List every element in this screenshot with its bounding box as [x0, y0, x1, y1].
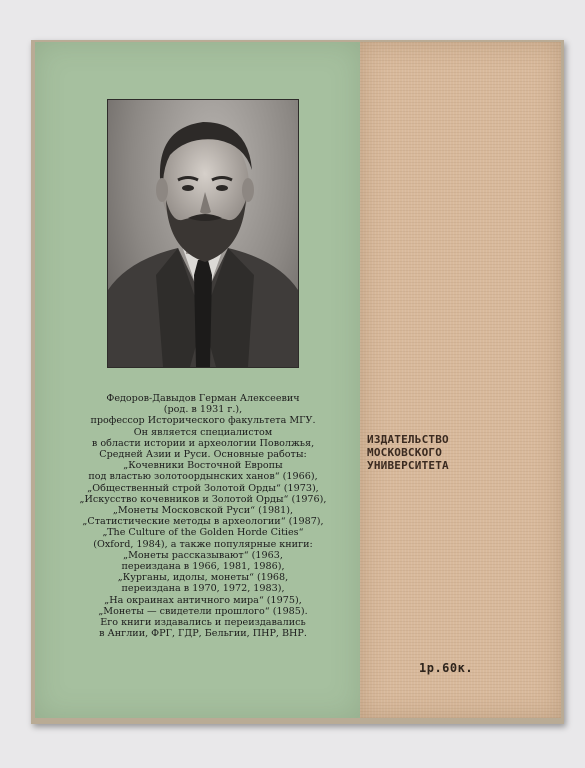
- bio-line: Он является специалистом: [133, 426, 273, 438]
- bio-line: „Искусство кочевников и Золотой Орды“ (1976),: [79, 493, 327, 505]
- bio-line: переиздана в 1970, 1972, 1983),: [121, 583, 285, 595]
- bio-line: „Монеты — свидетели прошлого“ (1985).: [98, 605, 308, 617]
- publisher-line: МОСКОВСКОГО: [367, 446, 443, 459]
- bio-line: „Кочевники Восточной Европы: [123, 460, 283, 472]
- publisher-line: УНИВЕРСИТЕТА: [367, 459, 449, 472]
- bio-line: профессор Исторического факультета МГУ.: [90, 415, 316, 427]
- bio-line: „На окраинах античного мира“ (1975),: [104, 594, 302, 606]
- bio-line: (Oxford, 1984), а также популярные книги:: [93, 538, 313, 550]
- bio-line: Федоров-Давыдов Герман Алексеевич: [106, 393, 300, 404]
- bio-line: в Англии, ФРГ, ГДР, Бельгии, ПНР, ВНР.: [99, 628, 307, 640]
- bio-line: в области истории и археологии Поволжья,: [91, 437, 315, 449]
- price-label: 1р.60к.: [419, 661, 474, 675]
- bio-line: „Монеты рассказывают“ (1963,: [123, 549, 283, 561]
- bio-line: переиздана в 1966, 1981, 1986),: [121, 561, 285, 573]
- bio-line: „Общественный строй Золотой Орды“ (1973),: [87, 482, 319, 494]
- cloth-spine-panel: [360, 42, 561, 718]
- bio-line: „Курганы, идолы, монеты“ (1968,: [117, 572, 289, 584]
- bio-line: под властью золотоордынских ханов“ (1966),: [88, 471, 318, 483]
- publisher-line: ИЗДАТЕЛЬСТВО: [367, 433, 449, 446]
- author-biography: [64, 393, 342, 639]
- bio-line: Его книги издавались и переиздавались: [100, 617, 306, 629]
- author-portrait-illustration: [108, 100, 298, 367]
- author-portrait-photo: [107, 99, 299, 368]
- bio-line: Средней Азии и Руси. Основные работы:: [99, 449, 307, 461]
- bio-line: „The Culture of the Golden Horde Cities“: [102, 527, 304, 539]
- bio-line: „Монеты Московской Руси“ (1981),: [112, 505, 294, 517]
- publisher-imprint: [367, 433, 527, 472]
- bio-line: (род. в 1931 г.),: [163, 404, 243, 416]
- bio-line: „Статистические методы в археологии“ (1987),: [82, 516, 324, 528]
